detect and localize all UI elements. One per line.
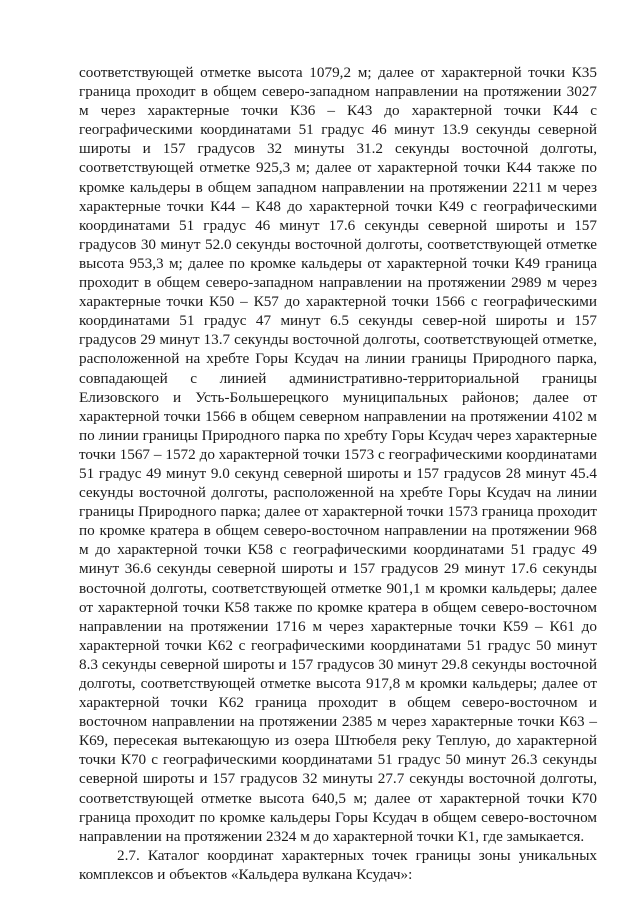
document-body [79, 63, 597, 884]
boundary-description-paragraph: соответствующей отметке высота 1079,2 м; далее от характерной точки К35 граница проходит в общем северо-западном направлении на протяжении 3027 м через характерные точки К36 – К43 до характерной точки К44 с географическими координатами 51 градус 46 минут 13.9 секунды северной широты и 157 градусов 32 минуты 31.2 секунды восточной долготы, соответствующей отметке 925,3 м; далее от характерной точки К44 также по кромке кальдеры в общем западном направлении на протяжении 2211 м через характерные точки К44 – К48 до характерной точки К49 с географическими координатами 51 градус 46 минут 17.6 секунды северной широты и 157 градусов 30 минут 52.0 секунды восточной долготы, соответствующей отметке высота 953,3 м; далее по кромке кальдеры от характерной точки К49 граница проходит в общем северо-западном направлении на протяжении 2989 м через характерные точки К50 – К57 до характерной точки 1566 с географическими координатами 51 градус 47 минут 6.5 секунды север-ной широты и 157 градусов 29 минут 13.7 секунды восточной долготы, соответствующей отметке, расположенной на хребте Горы Ксудач на линии границы Природного парка, совпадающей с линией административно-территориальной границы Елизовского и Усть-Большерецкого муниципальных районов; далее от характерной точки 1566 в общем северном направлении на протяжении 4102 м по линии границы Природного парка по хребту Горы Ксудач через характерные точки 1567 – 1572 до характерной точки 1573 с географическими координатами 51 градус 49 минут 9.0 секунд северной широты и 157 градусов 28 минут 45.4 секунды восточной долготы, расположенной на хребте Горы Ксудач на линии границы Природного парка; далее от характерной точки 1573 граница проходит по кромке кратера в общем северо-восточном направлении на протяжении 968 м до характерной точки К58 с географическими координатами 51 градус 49 минут 36.6 секунды северной широты и 157 градусов 29 минут 17.6 секунды восточной долготы, соответствующей отметке 901,1 м кромки кальдеры; далее от характерной точки К58 также по кромке кратера в общем северо-восточном направлении на протяжении 1716 м через характерные точки К59 – К61 до характерной точки К62 с географическими координатами 51 градус 50 минут 8.3 секунды северной широты и 157 градусов 30 минут 29.8 секунды восточной долготы, соответствующей отметке высота 917,8 м кромки кальдеры; далее от характерной точки К62 граница проходит в общем северо-восточном и восточном направлении на протяжении 2385 м через характерные точки К63 – К69, пересекая вытекающую из озера Штюбеля реку Теплую, до характерной точки К70 с географическими координатами 51 градус 50 минут 26.3 секунды северной широты и 157 градусов 32 минуты 27.7 секунды восточной долготы, соответствующей отметке высота 640,5 м; далее от характерной точки К70 граница проходит по кромке кальдеры Горы Ксудач в общем северо-восточном направлении на протяжении 2324 м до характерной точки К1, где замыкается. [79, 64, 597, 845]
section-2-7-paragraph: 2.7. Каталог координат характерных точек границы зоны уникальных комплексов и объектов «Кальдера вулкана Ксудач»: [79, 846, 597, 883]
